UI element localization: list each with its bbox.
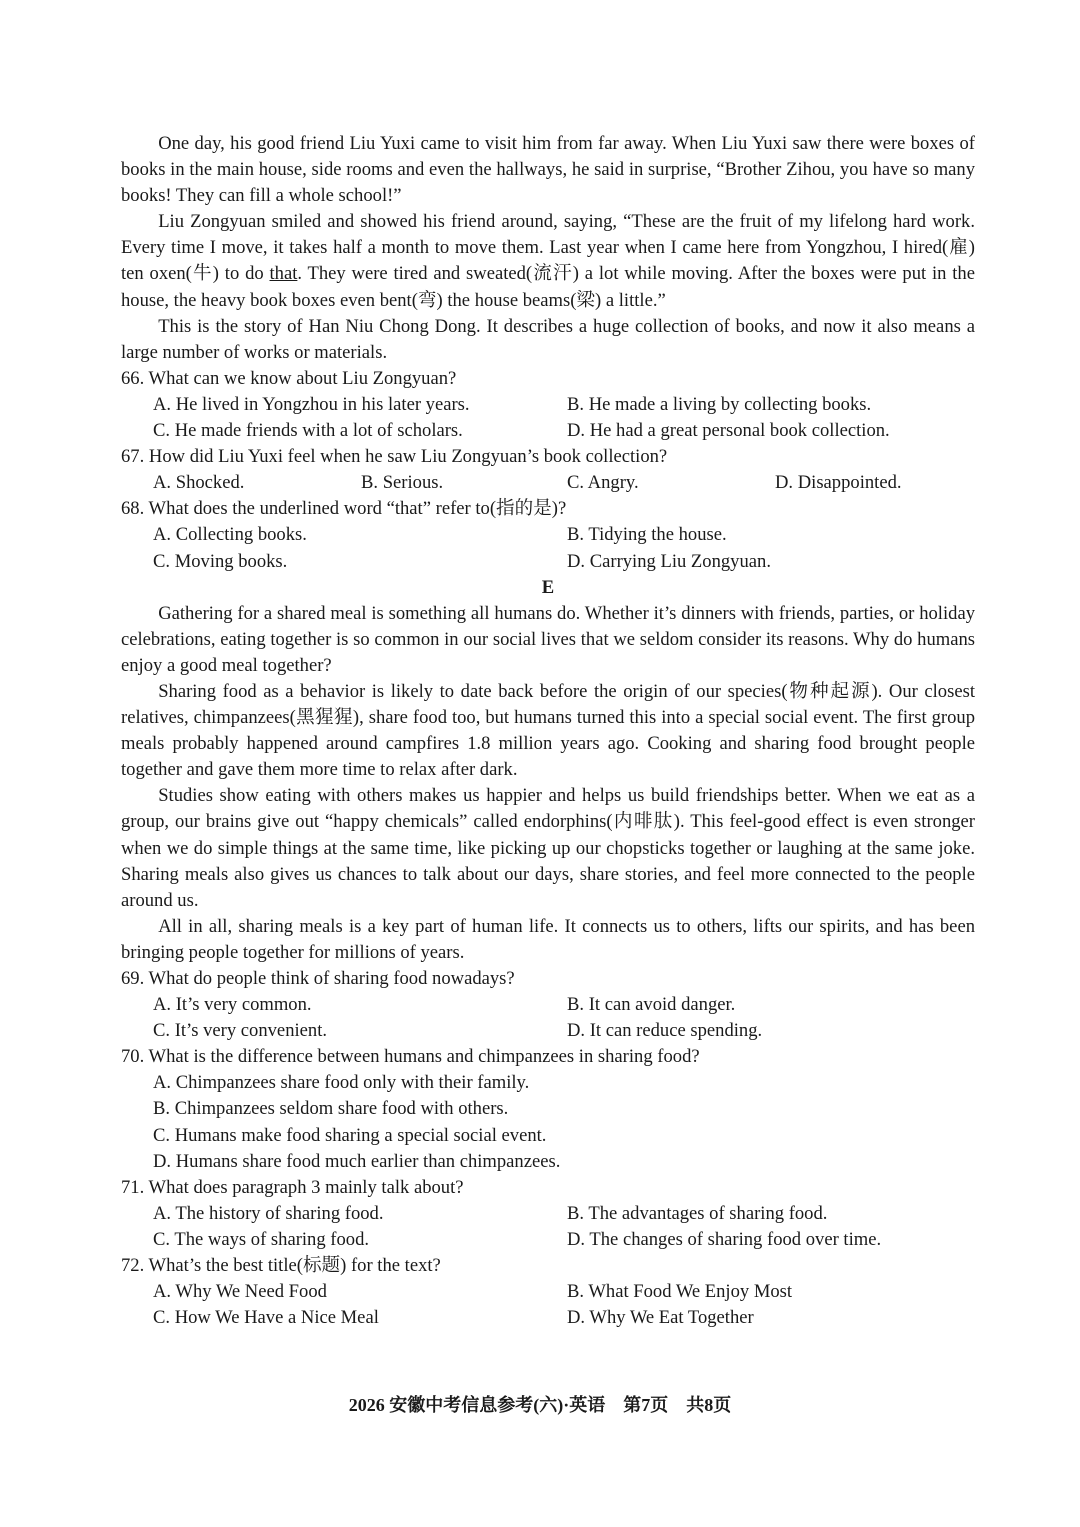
option-69-d: D. It can reduce spending. — [567, 1020, 763, 1042]
option-66-d: D. He had a great personal book collection. — [567, 420, 890, 442]
option-69-a: A. It’s very common. — [153, 994, 312, 1016]
underlined-word-that: that — [269, 263, 298, 285]
question-67: 67. How did Liu Yuxi feel when he saw Liu Zongyuan’s book collection? — [121, 446, 668, 468]
option-66-b: B. He made a living by collecting books. — [567, 393, 872, 415]
passage-e-paragraph-3: Studies show eating with others makes us happier and helps us build friendships better. When we eat as a group, our brains give out “happy chemicals” called endorphins(内啡肽). This feel-good effect is even stronger when we do simple things at the same time, like picking up our chopsticks together or laughing at the same joke. Sharing meals also gives us chances to talk about our days, share stories, and feel more connected to the people around us. — [121, 785, 975, 911]
question-72-options — [121, 1279, 975, 1331]
option-71-a: A. The history of sharing food. — [153, 1202, 384, 1224]
option-67-b: B. Serious. — [361, 472, 444, 494]
passage-e-paragraph-4: All in all, sharing meals is a key part of human life. It connects us to others, lifts our spirits, and has been bringing people together for millions of years. — [121, 915, 975, 963]
question-66: 66. What can we know about Liu Zongyuan? — [121, 367, 457, 389]
option-70-c: C. Humans make food sharing a special social event. — [153, 1124, 547, 1146]
option-70-d: D. Humans share food much earlier than chimpanzees. — [153, 1150, 561, 1172]
option-71-c: C. The ways of sharing food. — [153, 1228, 370, 1250]
option-69-c: C. It’s very convenient. — [153, 1020, 328, 1042]
question-69: 69. What do people think of sharing food nowadays? — [121, 968, 515, 989]
option-68-c: C. Moving books. — [153, 550, 288, 572]
question-70: 70. What is the difference between humans and chimpanzees in sharing food? — [121, 1046, 700, 1068]
question-67-options — [121, 470, 975, 496]
question-71: 71. What does paragraph 3 mainly talk about? — [121, 1176, 464, 1198]
question-68: 68. What does the underlined word “that” refer to(指的是)? — [121, 498, 567, 520]
passage-d-paragraph-2 — [121, 209, 975, 313]
passage-e-paragraph-1: Gathering for a shared meal is something all humans do. Whether it’s dinners with friends, parties, or holiday celebrations, eating together is so common in our social lives that we seldom consider its reasons. Why do humans enjoy a good meal together? — [121, 602, 975, 676]
question-66-options — [121, 392, 975, 444]
page-content — [121, 131, 975, 1331]
option-71-d: D. The changes of sharing food over time. — [567, 1228, 882, 1250]
option-68-b: B. Tidying the house. — [567, 524, 727, 546]
option-70-b: B. Chimpanzees seldom share food with others. — [153, 1098, 509, 1120]
passage-d-paragraph-3: This is the story of Han Niu Chong Dong. It describes a huge collection of books, and now it also means a large number of works or materials. — [121, 315, 975, 363]
question-71-options — [121, 1201, 975, 1253]
section-e-heading: E — [541, 576, 555, 598]
passage-e-paragraph-2: Sharing food as a behavior is likely to date back before the origin of our species(物种起源). Our closest relatives, chimpanzees(黑猩猩), share food too, but humans turned this into a special social event. The first group meals probably happened around campfires 1.8 million years ago. Cooking and sharing food brought people together and gave them more time to relax after dark. — [121, 680, 975, 781]
question-72: 72. What’s the best title(标题) for the text? — [121, 1255, 441, 1277]
passage-d-paragraph-1: One day, his good friend Liu Yuxi came to visit him from far away. When Liu Yuxi saw there were boxes of books in the main house, side rooms and even the hallways, he said in surprise, “Brother Zihou, you have so many books! They can fill a whole school!” — [121, 133, 975, 207]
question-68-options — [121, 522, 975, 574]
question-70-options — [121, 1070, 975, 1174]
option-70-a: A. Chimpanzees share food only with their family. — [153, 1072, 530, 1094]
option-66-a: A. He lived in Yongzhou in his later years. — [153, 393, 470, 415]
option-72-c: C. How We Have a Nice Meal — [153, 1307, 379, 1329]
option-67-c: C. Angry. — [567, 472, 639, 494]
option-71-b: B. The advantages of sharing food. — [567, 1202, 828, 1224]
option-69-b: B. It can avoid danger. — [567, 994, 736, 1016]
option-72-d: D. Why We Eat Together — [567, 1307, 754, 1329]
question-69-options — [121, 992, 975, 1044]
option-68-d: D. Carrying Liu Zongyuan. — [567, 550, 771, 572]
option-72-a: A. Why We Need Food — [153, 1281, 327, 1303]
option-67-a: A. Shocked. — [153, 472, 245, 494]
option-67-d: D. Disappointed. — [775, 472, 902, 494]
option-72-b: B. What Food We Enjoy Most — [567, 1281, 793, 1303]
passage-d-paragraph-2-start: Liu Zongyuan smiled and showed his friend around, saying, “These are the fruit of my lifelong hard work. Every time I move, it takes half a month to move them. Last year when I came here from Yongzhou, I hired(雇) ten oxen(牛) to do — [121, 211, 975, 285]
page-footer: 2026 安徽中考信息参考(六)·英语 第7页 共8页 — [348, 1395, 732, 1415]
option-66-c: C. He made friends with a lot of scholars. — [153, 420, 463, 442]
option-68-a: A. Collecting books. — [153, 524, 307, 546]
passage-d-paragraph-2-end: . They were tired and sweated(流汗) a lot while moving. After the boxes were put in the house, the heavy book boxes even bent(弯) the house beams(梁) a little.” — [121, 263, 975, 311]
